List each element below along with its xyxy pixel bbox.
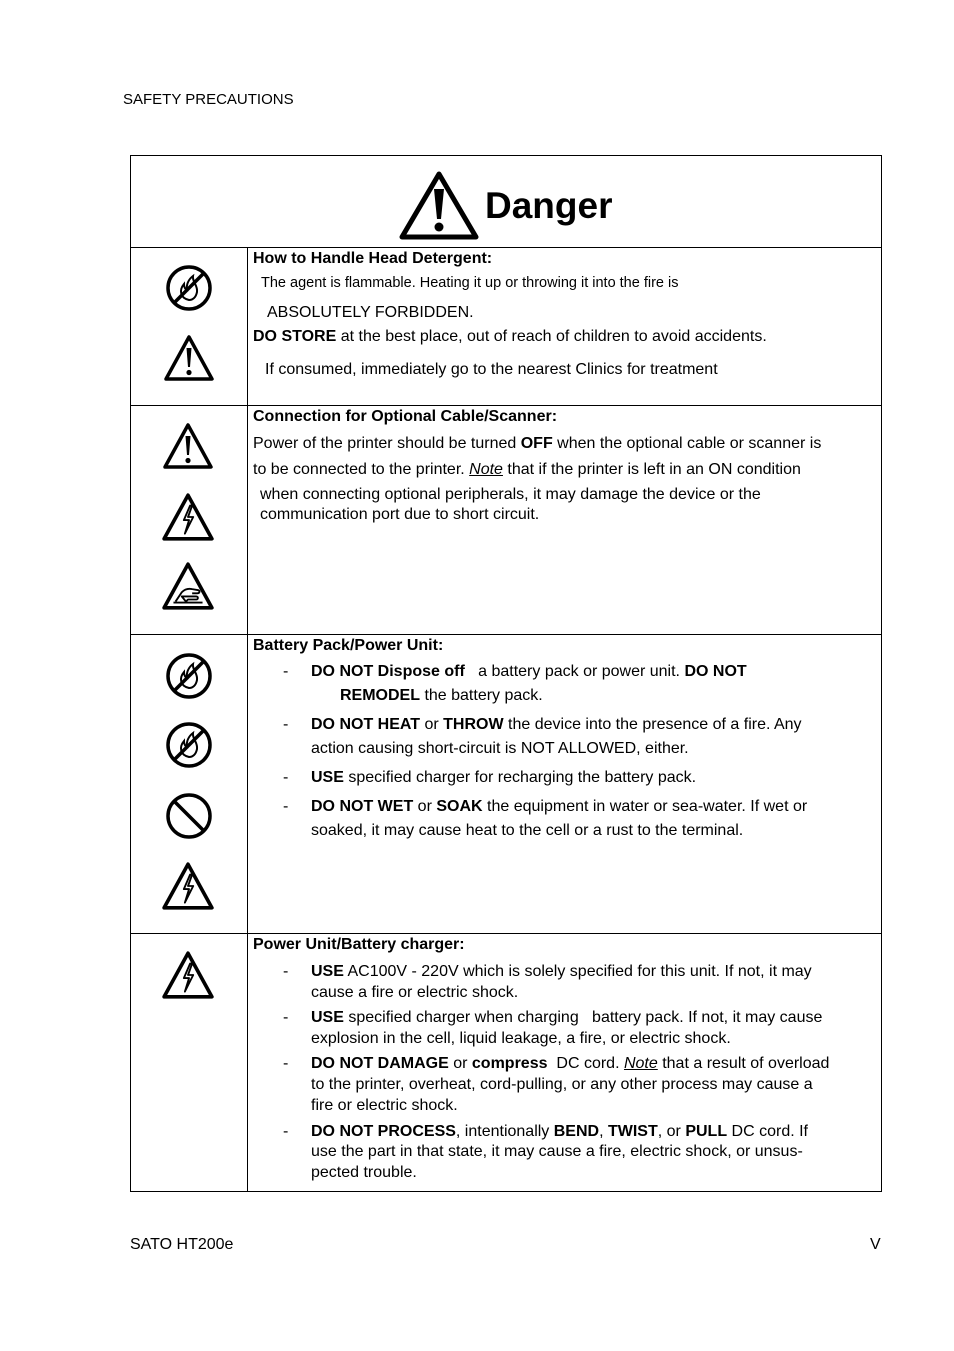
paragraph-text: , [599,1123,608,1140]
section-title: How to Handle Head Detergent: [253,250,493,267]
paragraph-text: specified charger when charging battery pack. If not, it may cause [343,1009,823,1026]
list-text [311,796,877,818]
paragraph-text: specified charger for recharging the battery pack. [343,769,697,786]
prohibited-icon [165,792,213,840]
paragraph-text: the device into the presence of a fire. Any [503,716,802,733]
list-text [311,714,877,736]
electric-shock-icon [161,950,215,1000]
battery-section [253,635,878,931]
no-fire-icon [165,721,213,769]
paragraph-text: AC100V - 220V which is solely specified for this unit. If not, it may [343,963,812,980]
list-text [311,1053,877,1074]
charger-section [253,934,878,1190]
danger-title: Danger [485,185,613,226]
paragraph-text: a battery pack or power unit. [464,663,685,680]
warning-icon [399,171,479,241]
list-text: explosion in the cell, liquid leakage, a fire, or electric shock. [311,1030,731,1047]
paragraph-text: at the best place, out of reach of children to avoid accidents. [336,328,767,345]
bold-text: PULL [685,1123,728,1140]
paragraph-text: the battery pack. [420,687,543,704]
electric-shock-icon [161,861,215,911]
hand-pinch-icon [161,561,215,611]
paragraph-line [253,459,801,481]
note-text: Note [469,461,503,478]
bold-text: THROW [443,716,504,733]
list-text: use the part in that state, it may cause a fire, electric shock, or unsus- [311,1143,803,1160]
list-dash: - [283,963,289,980]
footer-page-number: V [870,1236,881,1253]
bold-text: OFF [520,435,553,452]
list-text [311,661,877,683]
paragraph-text: or [420,716,444,733]
list-text [311,767,877,789]
bold-text: USE [311,769,344,786]
paragraph-text: , intentionally [455,1123,554,1140]
bold-text: compress [471,1055,548,1072]
section-title: Battery Pack/Power Unit: [253,637,444,654]
list-text: cause a fire or electric shock. [311,984,519,1001]
danger-table [130,155,882,1192]
cable-section [253,406,878,632]
list-text: pected trouble. [311,1164,417,1181]
no-fire-icon [165,264,213,312]
paragraph-text: or [413,798,437,815]
bold-text: DO NOT Dispose off [311,663,465,680]
list-text [311,961,877,982]
paragraph-text: that if the printer is left in an ON condition [502,461,801,478]
detergent-section [253,248,878,404]
list-dash: - [283,1123,289,1140]
section-header: SAFETY PRECAUTIONS [123,91,294,108]
column-divider [247,247,248,1192]
electric-shock-icon [161,492,215,542]
warning-icon [163,334,215,382]
paragraph-text: Power of the printer should be turned [253,435,521,452]
bold-text: DO NOT PROCESS [311,1123,456,1140]
list-text: action causing short-circuit is NOT ALLOWED, either. [311,740,689,757]
warning-icon [161,422,215,470]
list-dash: - [283,1055,289,1072]
list-dash: - [283,798,289,815]
list-text [311,1007,877,1028]
list-text [311,1121,877,1142]
bold-text: REMODEL [340,687,420,704]
bold-text: DO NOT HEAT [311,716,421,733]
paragraph-line: If consumed, immediately go to the nearest Clinics for treatment [265,361,718,378]
paragraph-text: , or [657,1123,686,1140]
bold-text: USE [311,963,344,980]
paragraph-text: DC cord. [547,1055,624,1072]
bold-text: SOAK [436,798,483,815]
paragraph-text: or [448,1055,472,1072]
bold-text: DO NOT [684,663,747,680]
paragraph-line: when connecting optional peripherals, it may damage the device or the [260,486,761,503]
store-line [253,326,767,348]
paragraph-line: communication port due to short circuit. [260,506,540,523]
bold-text: BEND [553,1123,600,1140]
footer-product: SATO HT200e [130,1236,234,1253]
bold-text: USE [311,1009,344,1026]
bold-text: TWIST [607,1123,658,1140]
paragraph-text: to be connected to the printer. [253,461,470,478]
list-text [340,685,906,707]
list-dash: - [283,663,289,680]
paragraph-line [253,433,821,455]
danger-heading [399,168,612,244]
paragraph-line: The agent is flammable. Heating it up or throwing it into the fire is [261,275,679,291]
bold-text: DO NOT WET [311,798,414,815]
list-dash: - [283,769,289,786]
list-text: to the printer, overheat, cord-pulling, or any other process may cause a [311,1076,813,1093]
paragraph-text: DC cord. If [727,1123,808,1140]
section-title: Power Unit/Battery charger: [253,936,465,953]
list-text: soaked, it may cause heat to the cell or a rust to the terminal. [311,822,744,839]
bold-text: DO STORE [253,328,337,345]
list-dash: - [283,1009,289,1026]
list-text: fire or electric shock. [311,1097,458,1114]
list-dash: - [283,716,289,733]
bold-text: DO NOT DAMAGE [311,1055,449,1072]
note-text: Note [623,1055,658,1072]
paragraph-text: that a result of overload [657,1055,830,1072]
paragraph-line: ABSOLUTELY FORBIDDEN. [267,304,474,321]
paragraph-text: the equipment in water or sea-water. If wet or [482,798,808,815]
section-title: Connection for Optional Cable/Scanner: [253,408,558,425]
no-fire-icon [165,652,213,700]
paragraph-text: when the optional cable or scanner is [552,435,822,452]
